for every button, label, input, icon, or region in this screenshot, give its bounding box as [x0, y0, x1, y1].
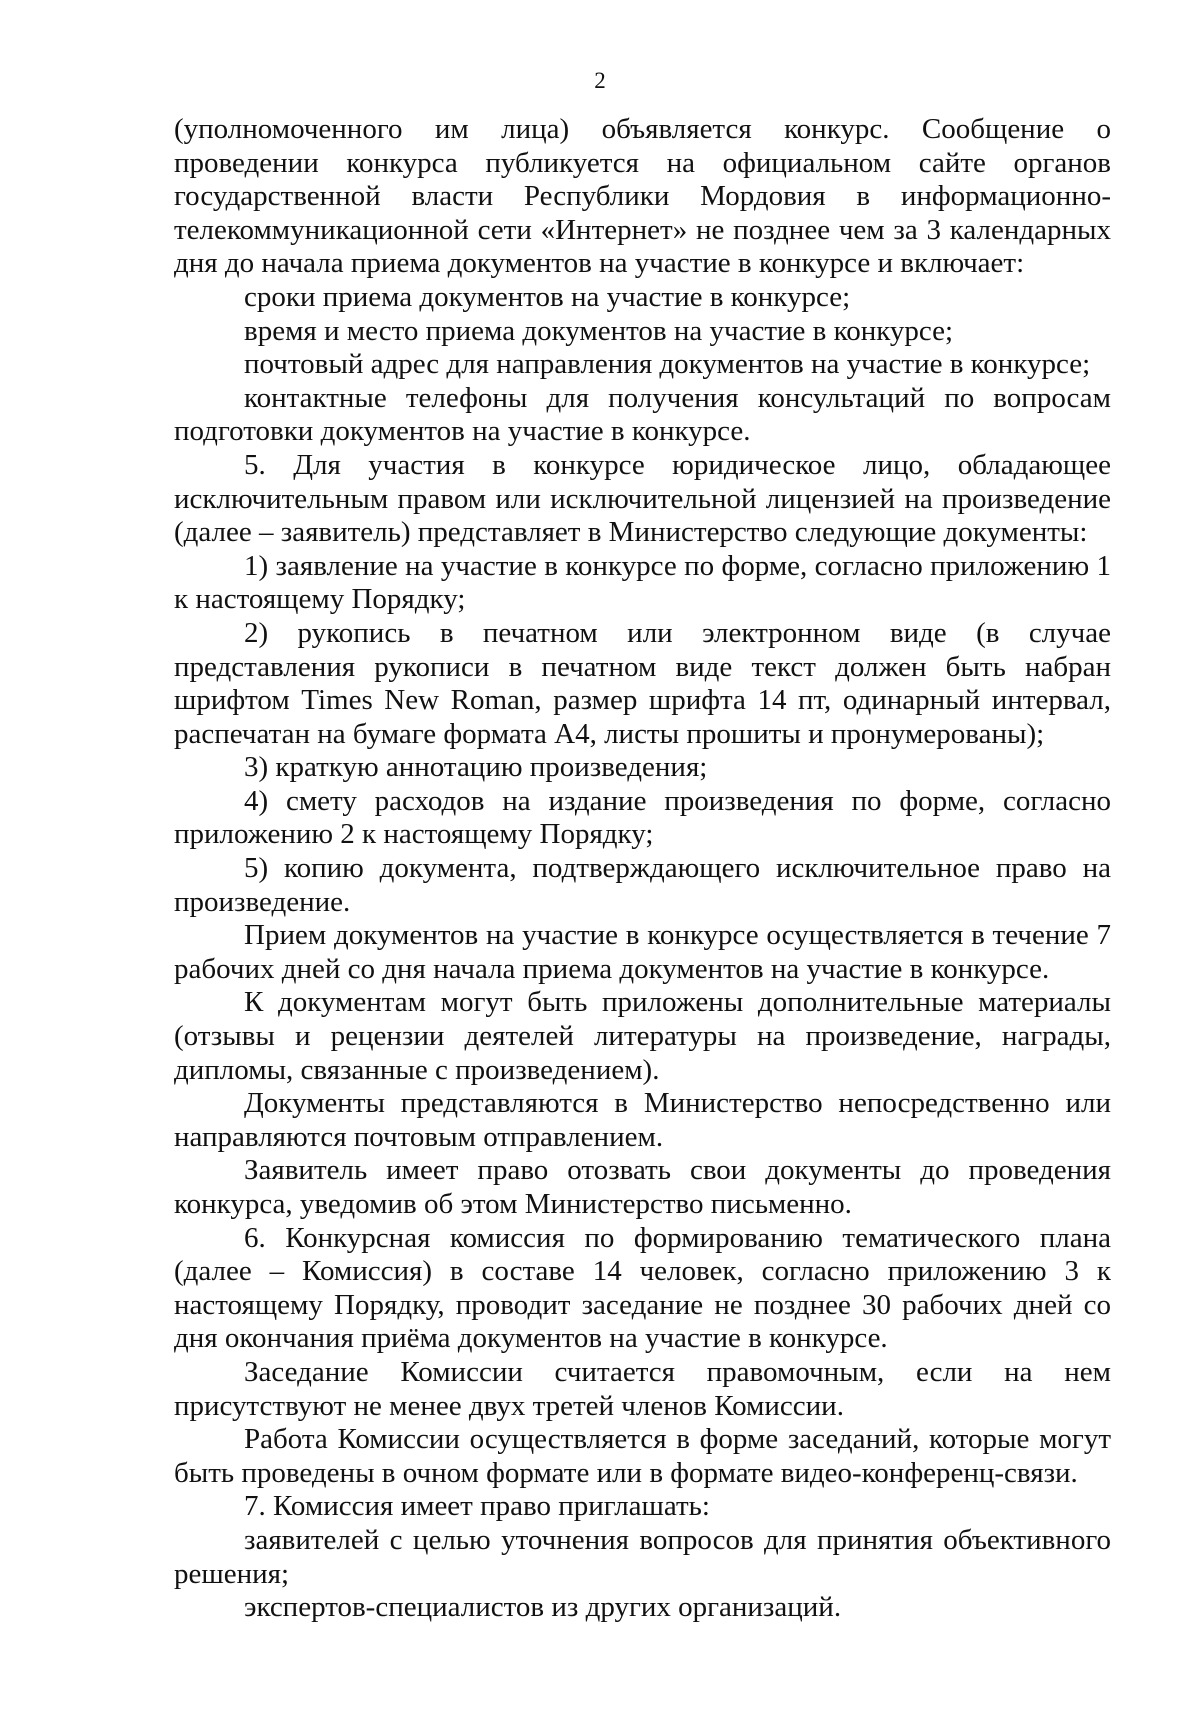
paragraph: Заседание Комиссии считается правомочным, если на нем присутствуют не менее двух третей членов Комиссии. [174, 1355, 1111, 1422]
paragraph: Заявитель имеет право отозвать свои документы до проведения конкурса, уведомив об этом Министерство письменно. [174, 1154, 1111, 1220]
paragraph: Прием документов на участие в конкурсе осуществляется в течение 7 рабочих дней со дня начала приема документов на участие в конкурсе. [174, 919, 1111, 985]
paragraph: 7. Комиссия имеет право приглашать: [244, 1490, 710, 1523]
document-body [174, 113, 1111, 1625]
list-item: 2) рукопись в печатном или электронном виде (в случае представления рукописи в печатном виде текст должен быть набран шрифтом Times New Roman, размер шрифта 14 пт, одинарный интервал, распечатан на бумаге формата А4, листы прошиты и пронумерованы); [174, 616, 1111, 750]
list-item: 3) краткую аннотацию произведения; [244, 751, 708, 784]
paragraph: (уполномоченного им лица) объявляется конкурс. Сообщение о проведении конкурса публикуется на официальном сайте органов государственной власти Республики Мордовия в информационно-телекоммуникационной сети «Интернет» не позднее чем за 3 календарных дня до начала приема документов на участие в конкурсе и включает: [174, 113, 1111, 280]
paragraph: Работа Комиссии осуществляется в форме заседаний, которые могут быть проведены в очном формате или в формате видео-конференц-связи. [174, 1423, 1111, 1489]
list-item: 4) смету расходов на издание произведения по форме, согласно приложению 2 к настоящему Порядку; [174, 784, 1111, 851]
list-item: контактные телефоны для получения консультаций по вопросам подготовки документов на участие в конкурсе. [174, 381, 1111, 448]
paragraph: К документам могут быть приложены дополнительные материалы (отзывы и рецензии деятелей литературы на произведение, награды, дипломы, связанные с произведением). [174, 986, 1111, 1086]
list-item: время и место приема документов на участие в конкурсе; [244, 314, 954, 347]
list-item: сроки приема документов на участие в конкурсе; [244, 280, 851, 313]
paragraph: Документы представляются в Министерство непосредственно или направляются почтовым отправлением. [174, 1087, 1111, 1153]
list-item: экспертов-специалистов из других организаций. [244, 1591, 842, 1624]
list-item: почтовый адрес для направления документов на участие в конкурсе; [244, 348, 1091, 381]
list-item: заявителей с целью уточнения вопросов для принятия объективного решения; [174, 1523, 1111, 1590]
page-number: 2 [594, 68, 606, 93]
paragraph: 6. Конкурсная комиссия по формированию тематического плана (далее – Комиссия) в составе 14 человек, согласно приложению 3 к настоящему Порядку, проводит заседание не позднее 30 рабочих дней со дня окончания приёма документов на участие в конкурсе. [174, 1221, 1111, 1355]
paragraph: 5. Для участия в конкурсе юридическое лицо, обладающее исключительным правом или исключительной лицензией на произведение (далее – заявитель) представляет в Министерство следующие документы: [174, 448, 1111, 549]
list-item: 1) заявление на участие в конкурсе по форме, согласно приложению 1 к настоящему Порядку; [174, 549, 1111, 616]
list-item: 5) копию документа, подтверждающего исключительное право на произведение. [174, 852, 1111, 918]
